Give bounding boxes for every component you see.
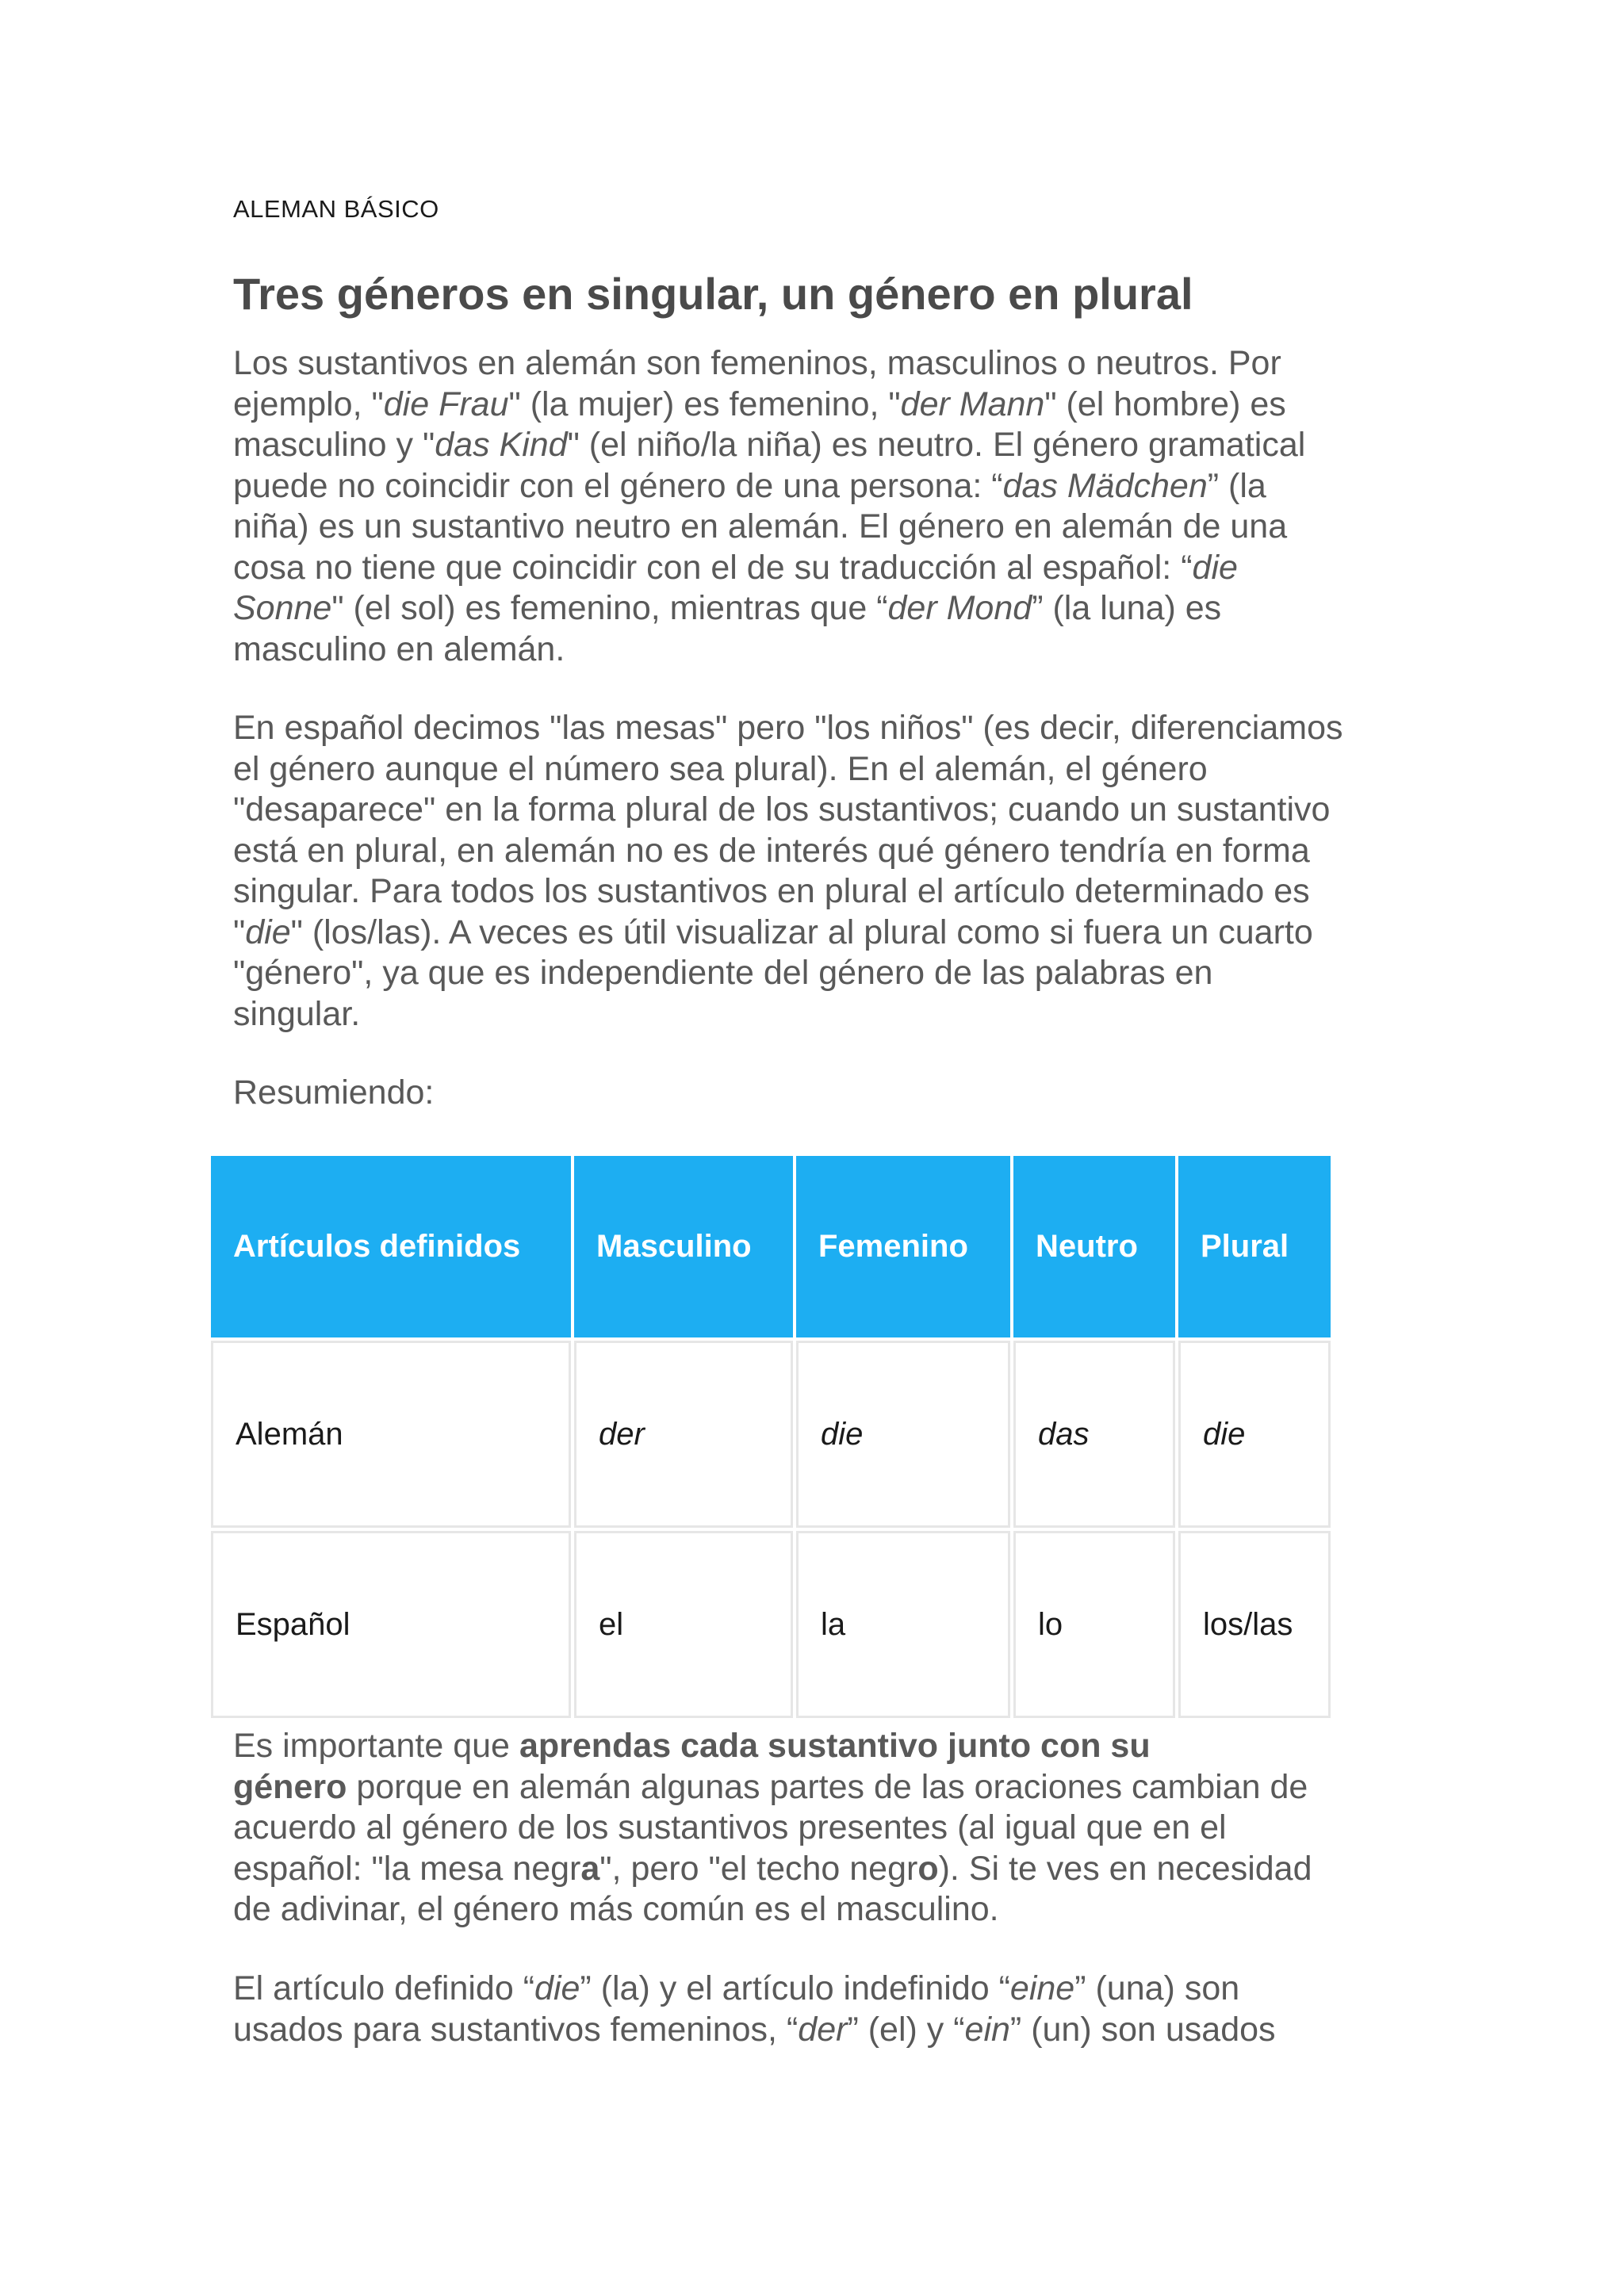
text-line: "género", ya que es independiente del género de las palabras en <box>233 954 1213 992</box>
paragraph-articles <box>233 1969 1407 2050</box>
text-line: ejemplo, "die Frau" (la mujer) es femenino, "der Mann" (el hombre) es <box>233 385 1286 423</box>
text-line: masculino en alemán. <box>233 629 565 668</box>
table-cell: der <box>574 1341 793 1528</box>
paragraph-genders <box>233 343 1407 670</box>
german-example: die Frau <box>383 385 509 423</box>
paragraph-summary-label: Resumiendo: <box>233 1073 435 1112</box>
table-row <box>211 1531 1331 1718</box>
german-example: die <box>245 913 291 951</box>
text-line: masculino y "das Kind" (el niño/la niña) es neutro. El género gramatical <box>233 426 1306 464</box>
text-line: está en plural, en alemán no es de interés qué género tendría en forma <box>233 831 1310 870</box>
text-line: acuerdo al género de los sustantivos presentes (al igual que en el <box>233 1808 1227 1846</box>
text-line: singular. Para todos los sustantivos en plural el artículo determinado es <box>233 872 1310 910</box>
text-line: "desaparece" en la forma plural de los sustantivos; cuando un sustantivo <box>233 790 1331 828</box>
table-cell: die <box>796 1341 1010 1528</box>
text-line: usados para sustantivos femeninos, “der” (el) y “ein” (un) son usados <box>233 2010 1276 2049</box>
table-header-row <box>211 1156 1331 1337</box>
table-cell: das <box>1013 1341 1175 1528</box>
german-example: das Mädchen <box>1002 466 1208 505</box>
text-line: puede no coincidir con el género de una persona: “das Mädchen” (la <box>233 466 1266 505</box>
text-line: "die" (los/las). A veces es útil visualizar al plural como si fuera un cuarto <box>233 913 1313 951</box>
text-line: género porque en alemán algunas partes de las oraciones cambian de <box>233 1767 1308 1806</box>
paragraph-learn-gender <box>233 1726 1407 1931</box>
page-header: ALEMAN BÁSICO <box>233 195 439 223</box>
text-line: el género aunque el número sea plural). En el alemán, el género <box>233 749 1208 788</box>
table-header-cell: Artículos definidos <box>211 1156 571 1337</box>
text-line: cosa no tiene que coincidir con el de su traducción al español: “die <box>233 548 1238 587</box>
text-line: Los sustantivos en alemán son femeninos, masculinos o neutros. Por <box>233 344 1281 382</box>
german-example: eine <box>1009 1969 1075 2007</box>
table-cell: lo <box>1013 1531 1175 1718</box>
german-example: der Mann <box>900 385 1045 423</box>
table-header-cell: Femenino <box>796 1156 1010 1337</box>
text-line: En español decimos "las mesas" pero "los niños" (es decir, diferenciamos <box>233 709 1343 747</box>
text-line: niña) es un sustantivo neutro en alemán. El género en alemán de una <box>233 507 1288 545</box>
table-header-cell: Plural <box>1178 1156 1331 1337</box>
table-cell: los/las <box>1178 1531 1331 1718</box>
articles-table <box>208 1153 1334 1721</box>
table-header-cell: Masculino <box>574 1156 793 1337</box>
text-line: de adivinar, el género más común es el masculino. <box>233 1890 999 1928</box>
emphasis-text: aprendas cada sustantivo junto con su <box>519 1727 1151 1765</box>
emphasis-text: o <box>917 1849 939 1888</box>
text-line: Es importante que aprendas cada sustantivo junto con su <box>233 1727 1151 1765</box>
german-example: das Kind <box>435 426 568 464</box>
table-cell: el <box>574 1531 793 1718</box>
german-example: Sonne <box>233 589 332 627</box>
table-row <box>211 1341 1331 1528</box>
emphasis-text: género <box>233 1767 347 1806</box>
section-title: Tres géneros en singular, un género en plural <box>233 269 1193 319</box>
german-example: der Mond <box>887 589 1032 627</box>
german-example: die <box>1192 548 1238 587</box>
emphasis-text: a <box>580 1849 600 1888</box>
table-cell: Español <box>211 1531 571 1718</box>
german-example: die <box>534 1969 580 2007</box>
text-line: español: "la mesa negra", pero "el techo negro). Si te ves en necesidad <box>233 1849 1312 1888</box>
text-line: singular. <box>233 994 361 1033</box>
table-cell: la <box>796 1531 1010 1718</box>
table-header-cell: Neutro <box>1013 1156 1175 1337</box>
text-line: Sonne" (el sol) es femenino, mientras que “der Mond” (la luna) es <box>233 589 1222 627</box>
table-cell: die <box>1178 1341 1331 1528</box>
german-example: ein <box>964 2010 1010 2049</box>
german-example: der <box>798 2010 848 2049</box>
paragraph-plural <box>233 708 1407 1035</box>
text-line: El artículo definido “die” (la) y el artículo indefinido “eine” (una) son <box>233 1969 1240 2007</box>
table-cell: Alemán <box>211 1341 571 1528</box>
